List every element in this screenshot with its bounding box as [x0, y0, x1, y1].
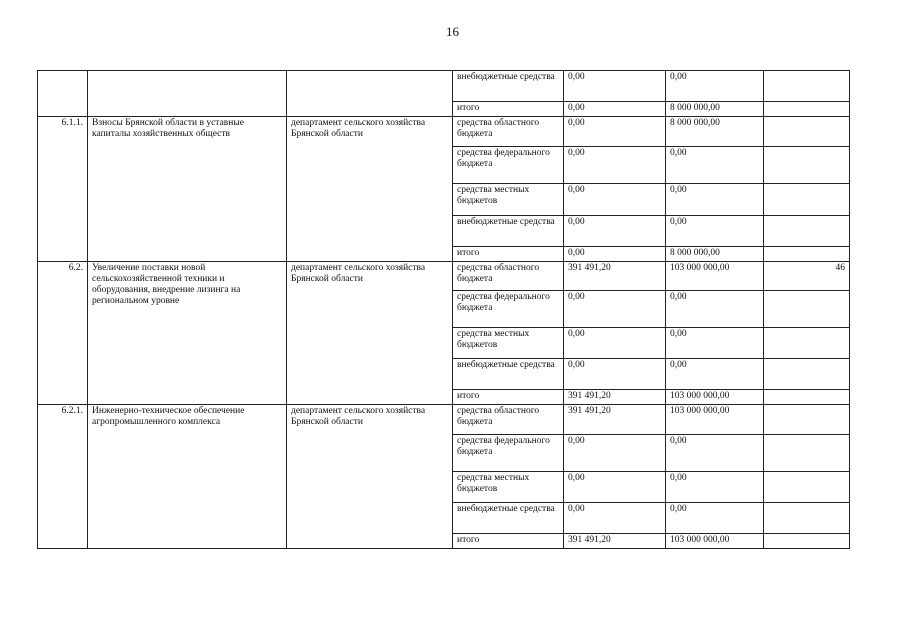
extra-cell — [764, 328, 850, 359]
value-cell-2: 103 000 000,00 — [666, 390, 764, 405]
value-cell-1: 0,00 — [564, 503, 666, 534]
value-cell-1: 391 491,20 — [564, 405, 666, 435]
item-number-cell: 6.2.1. — [38, 405, 88, 549]
funding-source-cell: внебюджетные средства — [453, 503, 564, 534]
value-cell-2: 0,00 — [666, 216, 764, 247]
executor-cell: департамент сельского хозяйства Брянской области — [287, 262, 453, 405]
extra-cell — [764, 184, 850, 216]
table-row — [38, 117, 850, 147]
funding-source-cell: итого — [453, 390, 564, 405]
value-cell-1: 391 491,20 — [564, 534, 666, 549]
value-cell-2: 0,00 — [666, 435, 764, 472]
value-cell-2: 103 000 000,00 — [666, 262, 764, 291]
value-cell-1: 0,00 — [564, 472, 666, 503]
extra-cell — [764, 247, 850, 262]
budget-table — [37, 70, 850, 549]
funding-source-cell: внебюджетные средства — [453, 359, 564, 390]
value-cell-2: 0,00 — [666, 359, 764, 390]
value-cell-2: 8 000 000,00 — [666, 247, 764, 262]
extra-cell — [764, 71, 850, 102]
executor-cell: департамент сельского хозяйства Брянской области — [287, 117, 453, 262]
funding-source-cell: итого — [453, 534, 564, 549]
item-name-cell: Инженерно-техническое обеспечение агропромышленного комплекса — [88, 405, 287, 549]
value-cell-1: 0,00 — [564, 102, 666, 117]
value-cell-2: 8 000 000,00 — [666, 117, 764, 147]
value-cell-1: 0,00 — [564, 435, 666, 472]
funding-source-cell: итого — [453, 247, 564, 262]
executor-cell — [287, 71, 453, 117]
value-cell-2: 0,00 — [666, 503, 764, 534]
value-cell-1: 0,00 — [564, 184, 666, 216]
value-cell-2: 0,00 — [666, 147, 764, 184]
value-cell-1: 0,00 — [564, 71, 666, 102]
extra-cell: 46 — [764, 262, 850, 291]
extra-cell — [764, 472, 850, 503]
funding-source-cell: средства федерального бюджета — [453, 147, 564, 184]
value-cell-1: 0,00 — [564, 147, 666, 184]
funding-source-cell: средства областного бюджета — [453, 262, 564, 291]
extra-cell — [764, 390, 850, 405]
page-number: 16 — [446, 24, 459, 39]
funding-source-cell: средства областного бюджета — [453, 117, 564, 147]
value-cell-2: 0,00 — [666, 184, 764, 216]
value-cell-1: 0,00 — [564, 359, 666, 390]
funding-source-cell: средства местных бюджетов — [453, 184, 564, 216]
value-cell-1: 0,00 — [564, 328, 666, 359]
item-number-cell: 6.2. — [38, 262, 88, 405]
extra-cell — [764, 216, 850, 247]
value-cell-1: 391 491,20 — [564, 262, 666, 291]
extra-cell — [764, 435, 850, 472]
extra-cell — [764, 359, 850, 390]
value-cell-1: 0,00 — [564, 247, 666, 262]
funding-source-cell: средства федерального бюджета — [453, 291, 564, 328]
funding-source-cell: средства федерального бюджета — [453, 435, 564, 472]
funding-source-cell: средства местных бюджетов — [453, 472, 564, 503]
value-cell-1: 0,00 — [564, 291, 666, 328]
value-cell-2: 0,00 — [666, 328, 764, 359]
value-cell-2: 0,00 — [666, 472, 764, 503]
extra-cell — [764, 102, 850, 117]
item-number-cell: 6.1.1. — [38, 117, 88, 262]
value-cell-1: 391 491,20 — [564, 390, 666, 405]
value-cell-1: 0,00 — [564, 216, 666, 247]
value-cell-2: 0,00 — [666, 291, 764, 328]
executor-cell: департамент сельского хозяйства Брянской области — [287, 405, 453, 549]
table-row — [38, 71, 850, 102]
table-row — [38, 262, 850, 291]
item-name-cell — [88, 71, 287, 117]
value-cell-2: 103 000 000,00 — [666, 405, 764, 435]
value-cell-2: 8 000 000,00 — [666, 102, 764, 117]
item-name-cell: Увеличение поставки новой сельскохозяйственной техники и оборудования, внедрение лизинга на региональном уровне — [88, 262, 287, 405]
funding-source-cell: внебюджетные средства — [453, 71, 564, 102]
extra-cell — [764, 291, 850, 328]
extra-cell — [764, 405, 850, 435]
funding-source-cell: итого — [453, 102, 564, 117]
funding-source-cell: средства местных бюджетов — [453, 328, 564, 359]
extra-cell — [764, 503, 850, 534]
item-number-cell — [38, 71, 88, 117]
funding-source-cell: внебюджетные средства — [453, 216, 564, 247]
value-cell-2: 0,00 — [666, 71, 764, 102]
value-cell-2: 103 000 000,00 — [666, 534, 764, 549]
extra-cell — [764, 534, 850, 549]
item-name-cell: Взносы Брянской области в уставные капиталы хозяйственных обществ — [88, 117, 287, 262]
value-cell-1: 0,00 — [564, 117, 666, 147]
extra-cell — [764, 147, 850, 184]
funding-source-cell: средства областного бюджета — [453, 405, 564, 435]
extra-cell — [764, 117, 850, 147]
table-row — [38, 405, 850, 435]
